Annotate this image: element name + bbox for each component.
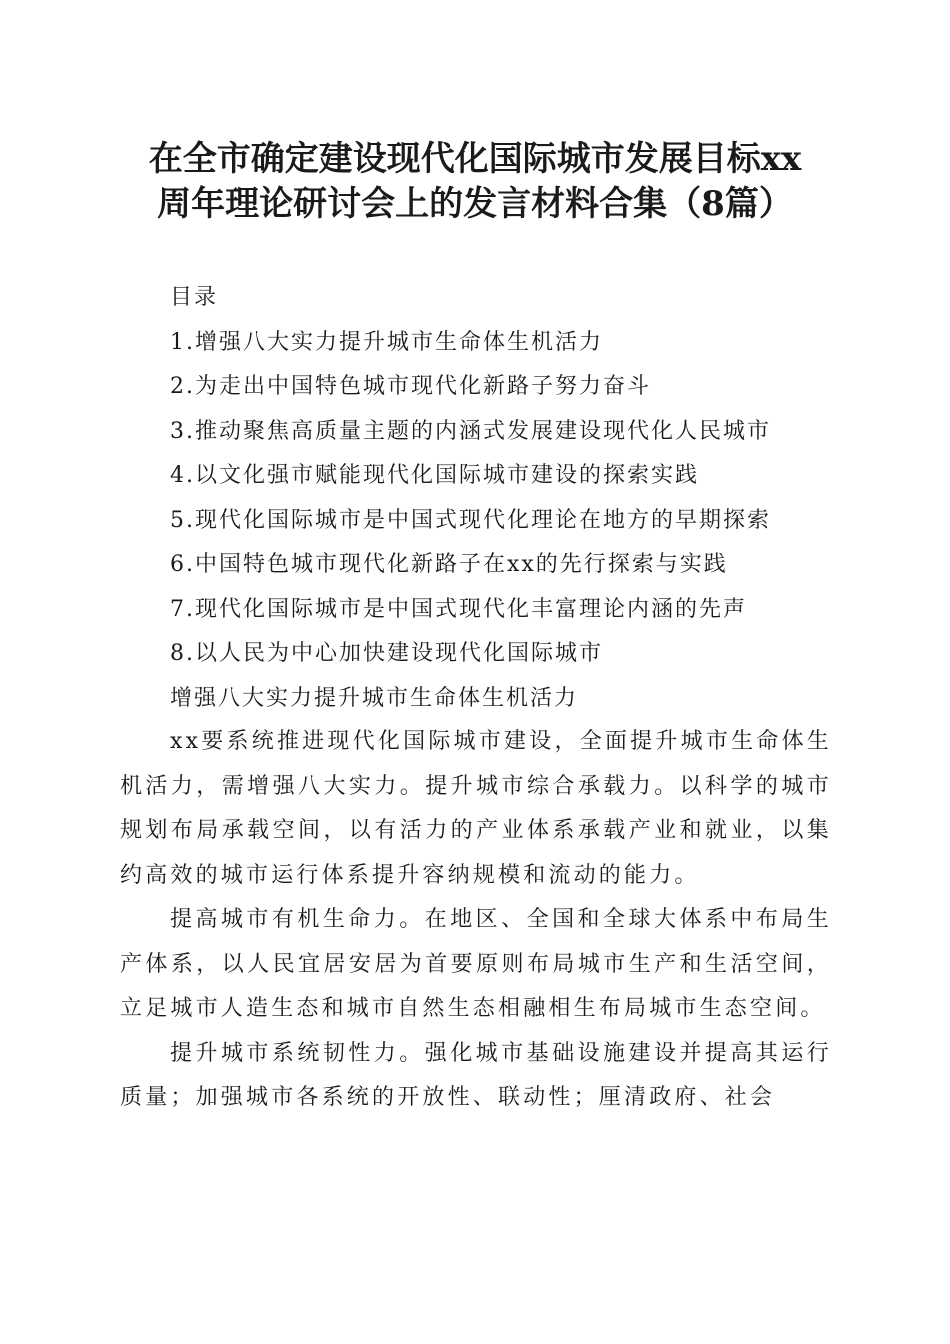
toc-item: 5.现代化国际城市是中国式现代化理论在地方的早期探索 (170, 507, 771, 533)
document-title (120, 137, 830, 227)
toc-item: 3.推动聚焦高质量主题的内涵式发展建设现代化人民城市 (170, 418, 771, 444)
paragraph: 提高城市有机生命力。在地区、全国和全球大体系中布局生产体系，以人民宜居安居为首要原则布局城市生产和生活空间，立足城市人造生态和城市自然生态相融相生布局城市生态空间。 (120, 907, 832, 1021)
toc-item: 4.以文化强市赋能现代化国际城市建设的探索实践 (170, 463, 699, 488)
toc-item: 7.现代化国际城市是中国式现代化丰富理论内涵的先声 (170, 596, 747, 622)
body-text (120, 720, 832, 1121)
toc-item: 6.中国特色城市现代化新路子在xx的先行探索与实践 (170, 552, 728, 577)
toc-item: 8.以人民为中心加快建设现代化国际城市 (170, 641, 603, 666)
paragraph: xx要系统推进现代化国际城市建设，全面提升城市生命体生机活力，需增强八大实力。提升城市综合承载力。以科学的城市规划布局承载空间，以有活力的产业体系承载产业和就业，以集约高效的城市运行体系提升容纳规模和流动的能力。 (120, 729, 832, 888)
toc-heading: 目录 (170, 285, 219, 310)
toc-item: 2.为走出中国特色城市现代化新路子努力奋斗 (170, 374, 651, 399)
toc-item: 1.增强八大实力提升城市生命体生机活力 (170, 329, 603, 355)
title-line-2: 周年理论研讨会上的发言材料合集（8篇） (157, 184, 793, 224)
title-line-1: 在全市确定建设现代化国际城市发展目标xx (148, 139, 802, 179)
section-heading: 增强八大实力提升城市生命体生机活力 (170, 685, 579, 711)
table-of-contents (170, 276, 850, 721)
paragraph: 提升城市系统韧性力。强化城市基础设施建设并提高其运行质量；加强城市各系统的开放性、联动性；厘清政府、社会 (120, 1040, 832, 1110)
